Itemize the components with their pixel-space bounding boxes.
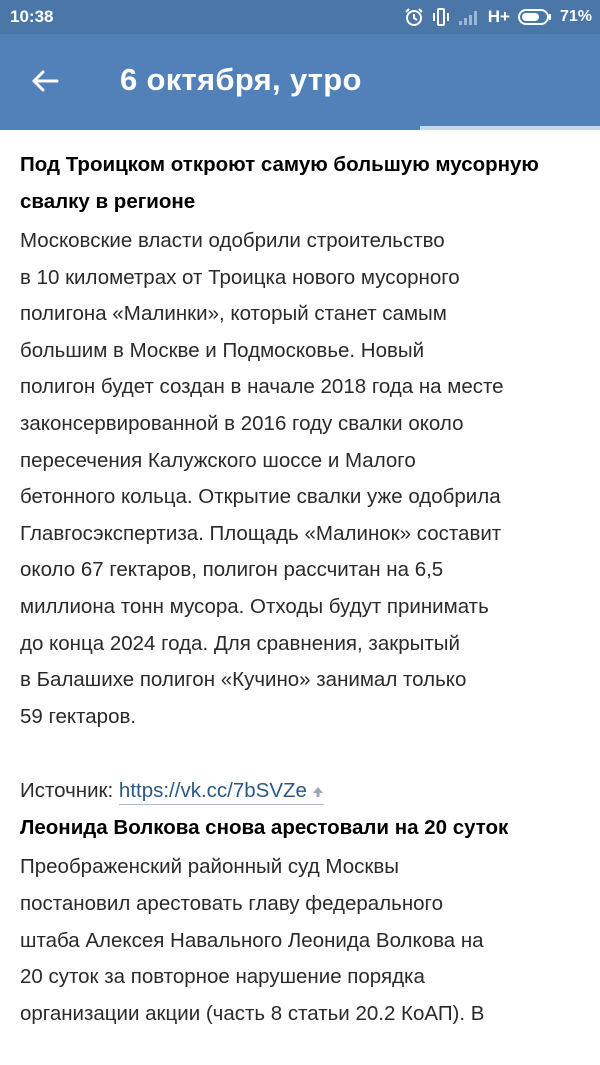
article-body: Московские власти одобрили строительство в 10 километрах от Троицка нового мусорного полигона «Малинки», который станет самым большим в Москве и Подмосковье. Новый полигон будет создан в начале 2018 года на месте законсервированной в 2016 году свалки около пересечения Калужского шоссе и Малого бетонного кольца. Открытие свалки уже одобрила Главгосэкспертиза. Площадь «Малинок» составит около 67 гектаров, полигон рассчитан на 6,5 миллиона тонн мусора. Отходы будут принимать до конца 2024 года. Для сравнения, закрытый в Балашихе полигон «Кучино» занимал только 59 гектаров. [20,229,504,728]
page-title: 6 октября, утро [120,62,362,97]
article-title: Леонида Волкова снова арестовали на 20 суток [20,816,509,840]
reading-progress-bar [0,126,600,130]
back-button[interactable] [22,58,68,104]
status-bar [0,0,600,34]
article-content[interactable] [20,146,585,1032]
battery-icon [518,9,552,25]
source-link[interactable]: https://vk.cc/7bSVZe [119,779,324,805]
signal-icon [458,8,480,26]
article-title: Под Троицком откроют самую большую мусорную свалку в регионе [20,153,539,213]
status-icons [404,6,592,28]
vibrate-icon [432,7,450,27]
network-type: H+ [487,7,510,26]
battery-percent: 71% [559,8,592,25]
source-label: Источник: [20,779,119,803]
article-body: Преображенский районный суд Москвы постановил арестовать главу федерального штаба Алексея Навального Леонида Волкова на 20 суток за повторное нарушение порядка организации акции (часть 8 статьи 20.2 КоАП). В [20,855,485,1025]
app-bar [0,34,600,126]
reading-progress-fill [0,126,420,130]
article-source [20,773,585,809]
alarm-icon [404,7,424,27]
status-time: 10:38 [10,7,54,26]
link-arrow-icon [312,786,324,798]
back-arrow-icon [31,69,59,93]
